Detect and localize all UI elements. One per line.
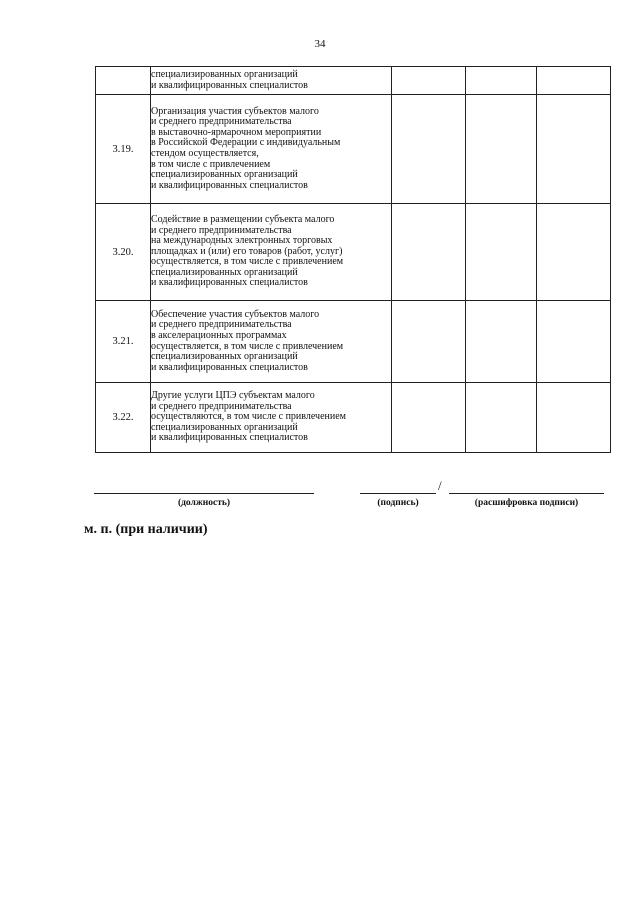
row-number	[96, 67, 151, 95]
table-row	[96, 204, 611, 301]
position-label: (должность)	[177, 498, 231, 508]
empty-cell	[537, 383, 611, 453]
row-description: Организация участия субъектов малого и среднего предпринимательства в выставочно-ярмарочном мероприятии в Российской Федерации с индивидуальным стендом осуществляется, в том числе с привлечением специализированных организаций и квалифицированных специалистов	[151, 95, 392, 204]
position-line	[94, 493, 314, 494]
table-row	[96, 67, 611, 95]
empty-cell	[537, 204, 611, 301]
stamp-placeholder: м. п. (при наличии)	[84, 522, 208, 537]
decryption-line	[449, 493, 604, 494]
empty-cell	[466, 383, 537, 453]
row-number: 3.21.	[96, 301, 151, 383]
row-description: специализированных организаций и квалифицированных специалистов	[151, 67, 392, 95]
row-description: Другие услуги ЦПЭ субъектам малого и среднего предпринимательства осуществляются, в том числе с привлечением специализированных организаций и квалифицированных специалистов	[151, 383, 392, 453]
row-number: 3.19.	[96, 95, 151, 204]
empty-cell	[392, 67, 466, 95]
empty-cell	[537, 95, 611, 204]
empty-cell	[392, 95, 466, 204]
empty-cell	[537, 301, 611, 383]
empty-cell	[537, 67, 611, 95]
empty-cell	[466, 301, 537, 383]
signature-label: (подпись)	[377, 498, 419, 508]
empty-cell	[466, 204, 537, 301]
row-description: Обеспечение участия субъектов малого и среднего предпринимательства в акселерационных программах осуществляется, в том числе с привлечением специализированных организаций и квалифицированных специалистов	[151, 301, 392, 383]
empty-cell	[466, 95, 537, 204]
signature-separator: /	[438, 478, 442, 493]
page-number: 34	[314, 38, 326, 50]
empty-cell	[392, 383, 466, 453]
row-number: 3.20.	[96, 204, 151, 301]
decryption-label: (расшифровка подписи)	[474, 498, 579, 508]
table-row	[96, 95, 611, 204]
empty-cell	[392, 204, 466, 301]
row-number: 3.22.	[96, 383, 151, 453]
table-row	[96, 301, 611, 383]
table-row	[96, 383, 611, 453]
empty-cell	[466, 67, 537, 95]
row-description: Содействие в размещении субъекта малого и среднего предпринимательства на международных электронных торговых площадках и (или) его товаров (работ, услуг) осуществляется, в том числе с привлечением специализированных организаций и квалифицированных специалистов	[151, 204, 392, 301]
services-table	[95, 66, 611, 453]
empty-cell	[392, 301, 466, 383]
signature-line	[360, 493, 436, 494]
